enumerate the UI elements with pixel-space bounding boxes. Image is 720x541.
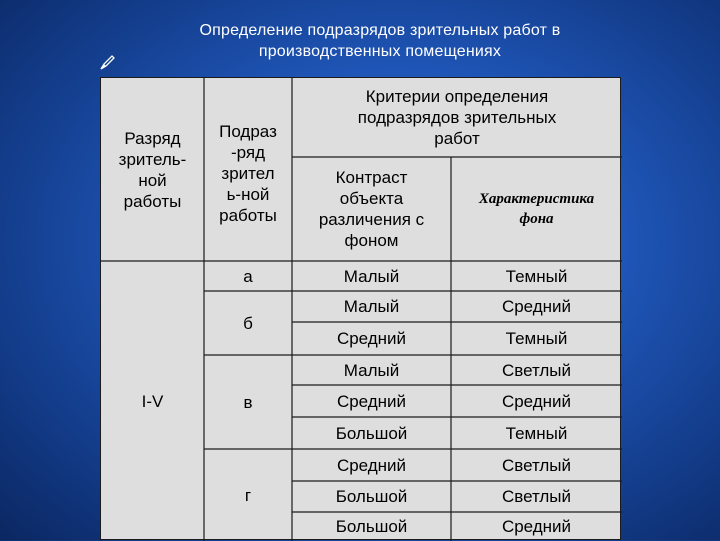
slide-title-line-1: Определение подразрядов зрительных работ в bbox=[199, 22, 561, 39]
subcategory-b: б bbox=[243, 313, 253, 333]
header-razryad: Разряд зритель- ной работы bbox=[118, 128, 187, 211]
pen-bullet-icon bbox=[98, 53, 116, 71]
row-1-contrast: Малый bbox=[343, 266, 400, 286]
header-background: Характеристика фона bbox=[478, 191, 595, 227]
row-6-contrast: Большой bbox=[335, 423, 408, 443]
row-6-background: Темный bbox=[505, 423, 568, 443]
subcategory-v: в bbox=[243, 392, 253, 412]
row-5-contrast: Средний bbox=[336, 391, 407, 411]
header-podrazryad: Подраз -ряд зрител ь-ной работы bbox=[219, 122, 277, 225]
row-9-background: Средний bbox=[501, 517, 572, 536]
row-7-background: Светлый bbox=[501, 455, 572, 475]
header-contrast: Контраст объекта различения с фоном bbox=[318, 168, 425, 250]
razryad-value: I-V bbox=[141, 391, 164, 411]
subcategory-g: г bbox=[244, 485, 252, 505]
header-criteria: Критерии определения подразрядов зрительных работ bbox=[357, 87, 557, 148]
slide-title-line-2: производственных помещениях bbox=[258, 43, 502, 60]
subcategory-a: а bbox=[243, 266, 253, 286]
criteria-table bbox=[100, 77, 621, 540]
row-5-background: Средний bbox=[501, 391, 572, 411]
slide-title bbox=[100, 20, 660, 62]
row-3-background: Темный bbox=[505, 329, 568, 348]
row-1-background: Темный bbox=[505, 266, 568, 286]
row-9-contrast: Большой bbox=[335, 517, 408, 536]
row-4-background: Светлый bbox=[501, 360, 572, 380]
row-3-contrast: Средний bbox=[336, 329, 407, 348]
row-2-contrast: Малый bbox=[343, 297, 400, 316]
row-4-contrast: Малый bbox=[343, 360, 400, 380]
row-7-contrast: Средний bbox=[336, 455, 407, 475]
row-8-contrast: Большой bbox=[335, 487, 408, 506]
row-8-background: Светлый bbox=[501, 487, 572, 506]
row-2-background: Средний bbox=[501, 297, 572, 316]
